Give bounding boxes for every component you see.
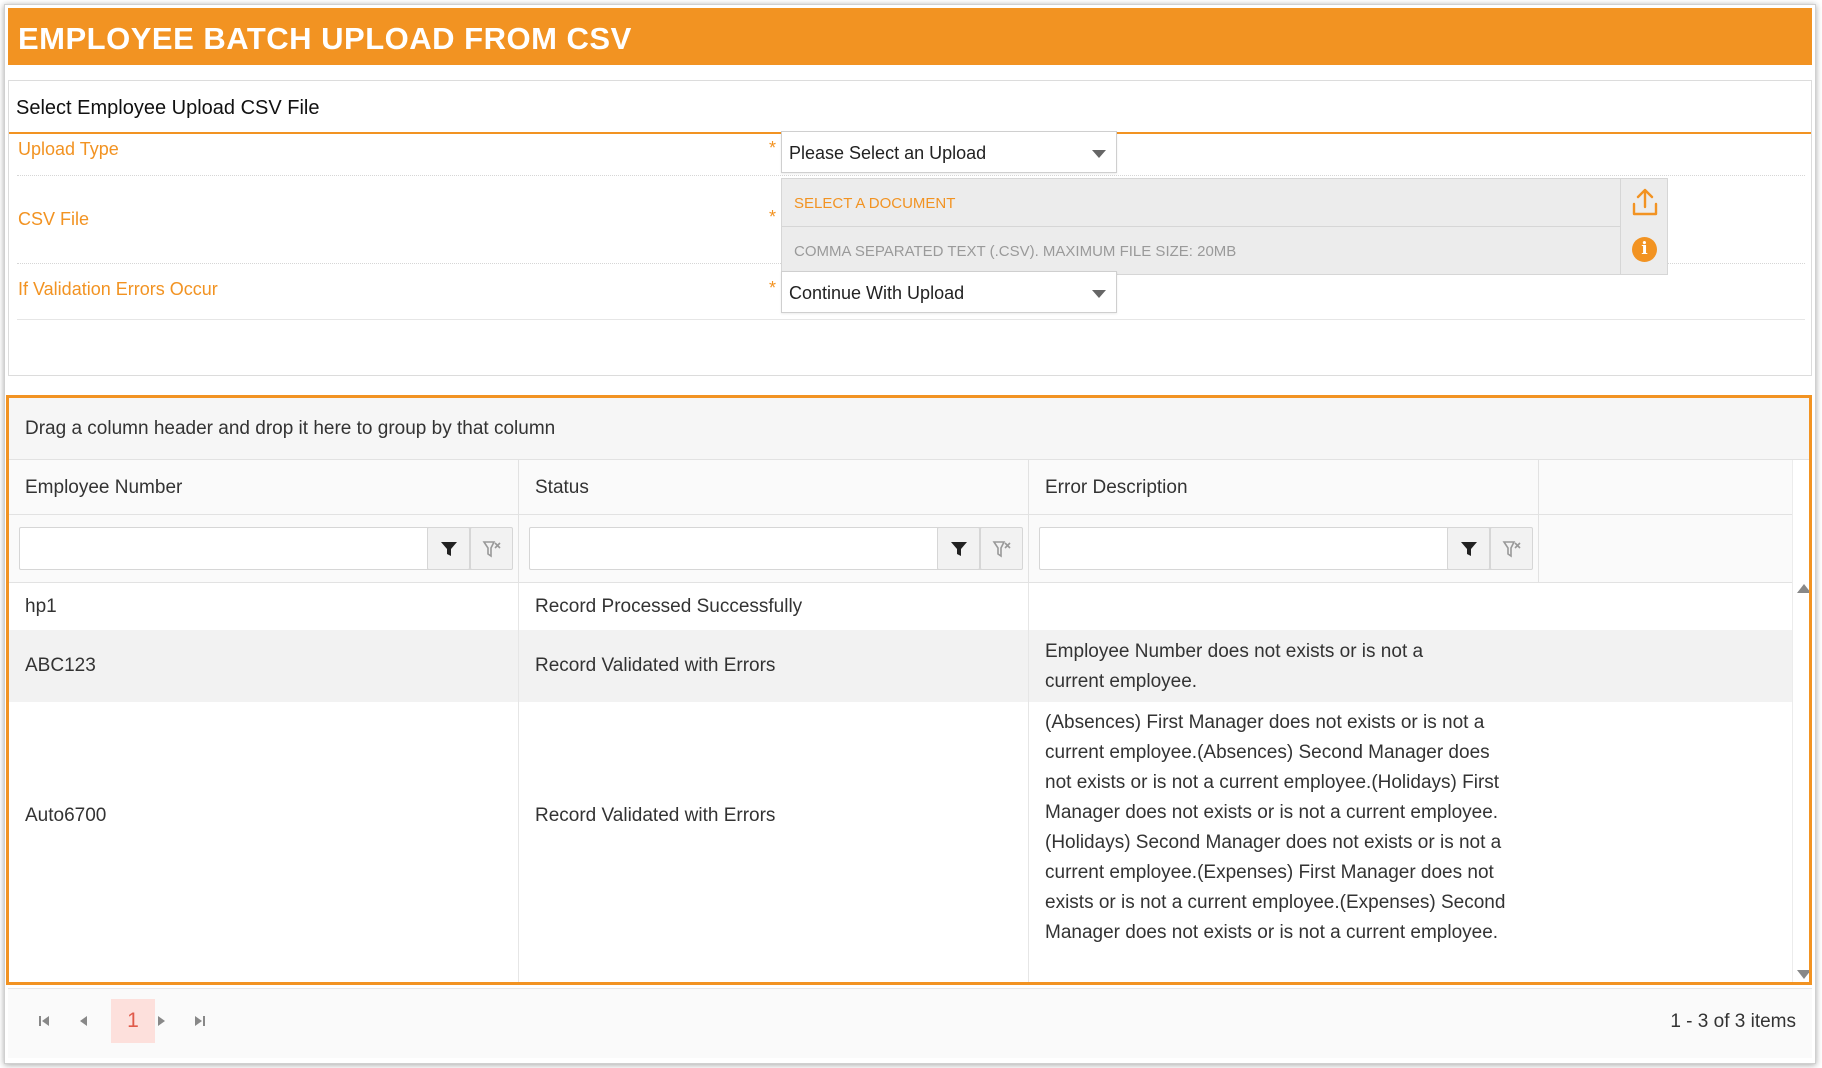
cell-status [519, 630, 1029, 702]
upload-type-select[interactable] [781, 131, 1117, 173]
upload-type-label: Upload Type [18, 139, 119, 159]
filter-icon [1459, 539, 1479, 559]
previous-page-button[interactable] [62, 999, 106, 1043]
cell-error [1029, 702, 1539, 985]
vertical-scrollbar[interactable] [1792, 460, 1812, 985]
cell-error [1029, 583, 1792, 630]
cell-employee-number [9, 702, 519, 985]
cell-text: Employee Number does not exists or is not a current employee. [1045, 641, 1424, 692]
next-page-button[interactable] [139, 999, 183, 1043]
clear-filter-button[interactable] [1490, 527, 1533, 570]
group-by-drop-area[interactable] [9, 398, 1809, 460]
filter-input-status[interactable] [529, 527, 997, 570]
upload-button-column [1620, 179, 1667, 274]
filter-input-employee-number[interactable] [19, 527, 487, 570]
column-header-error-description[interactable] [1029, 460, 1539, 515]
cell-text: (Absences) First Manager does not exists or is not a current employee.(Absences) Second Manager does not exists or is not a current employee.(Holidays) First Manager does not exists or is not a current employee.(Holidays) Second Manager does not exists or is not a current employee.(Expenses) First Manager does not exists or is not a current employee.(Expenses) Second Manager does not exists or is not a current employee. [1045, 712, 1506, 943]
select-document-area[interactable] [782, 179, 1620, 227]
filter-cell-status [519, 515, 1029, 583]
page-title: EMPLOYEE BATCH UPLOAD FROM CSV [18, 21, 632, 56]
cell-text: Record Validated with Errors [535, 655, 776, 676]
clear-filter-button[interactable] [470, 527, 513, 570]
filter-cell-employee-number [9, 515, 519, 583]
filter-button[interactable] [937, 527, 980, 570]
section-title: Select Employee Upload CSV File [16, 97, 320, 119]
chevron-right-icon [154, 1014, 168, 1028]
upload-icon[interactable] [1631, 187, 1659, 217]
first-page-button[interactable] [22, 999, 66, 1043]
cell-text: Auto6700 [25, 805, 107, 826]
filter-filler [1539, 515, 1792, 583]
clear-filter-button[interactable] [980, 527, 1023, 570]
pager-info: 1 - 3 of 3 items [1670, 1011, 1796, 1032]
cell-employee-number [9, 583, 519, 630]
table-row[interactable] [9, 702, 1792, 985]
results-grid [6, 395, 1812, 985]
validation-value: Continue With Upload [789, 283, 965, 303]
column-header-label: Status [535, 477, 589, 498]
table-row[interactable] [9, 630, 1792, 702]
cell-status [519, 702, 1029, 985]
current-page-button[interactable]: 1 [111, 999, 155, 1043]
file-upload-box[interactable] [781, 178, 1668, 275]
chevron-down-icon [1092, 290, 1106, 298]
filter-icon [949, 539, 969, 559]
upload-form-panel [8, 80, 1812, 376]
header-filler [1539, 460, 1812, 515]
chevron-down-icon [1092, 150, 1106, 158]
group-by-hint: Drag a column header and drop it here to group by that column [25, 418, 556, 439]
clear-filter-icon [482, 539, 502, 559]
chevron-left-icon [77, 1014, 91, 1028]
pager [8, 988, 1812, 1058]
cell-error [1029, 630, 1539, 702]
filter-input-error-description[interactable] [1039, 527, 1507, 570]
column-header-label: Employee Number [25, 477, 183, 498]
cell-employee-number [9, 630, 519, 702]
file-hint: COMMA SEPARATED TEXT (.CSV). MAXIMUM FILE SIZE: 20MB [794, 243, 1237, 260]
cell-status [519, 583, 1029, 630]
table-row[interactable] [9, 583, 1792, 630]
scroll-up-icon[interactable] [1797, 584, 1811, 593]
required-marker: * [769, 207, 777, 227]
required-marker: * [769, 138, 777, 158]
validation-select[interactable] [781, 271, 1117, 313]
title-bar [8, 8, 1812, 65]
cell-text: Record Validated with Errors [535, 805, 776, 826]
filter-cell-error-description [1029, 515, 1539, 583]
cell-text: hp1 [25, 596, 57, 617]
clear-filter-icon [1502, 539, 1522, 559]
first-page-icon [37, 1014, 51, 1028]
upload-type-value: Please Select an Upload [789, 143, 987, 163]
cell-text: Record Processed Successfully [535, 596, 803, 617]
column-header-status[interactable] [519, 460, 1029, 515]
scroll-down-icon[interactable] [1797, 970, 1811, 979]
select-document-label: SELECT A DOCUMENT [794, 195, 956, 212]
validation-label: If Validation Errors Occur [18, 279, 218, 299]
info-icon[interactable]: i [1632, 237, 1657, 262]
csv-file-label: CSV File [18, 209, 90, 229]
column-header-employee-number[interactable] [9, 460, 519, 515]
cell-text: ABC123 [25, 655, 96, 676]
filter-icon [439, 539, 459, 559]
clear-filter-icon [992, 539, 1012, 559]
column-header-label: Error Description [1045, 477, 1188, 498]
filter-button[interactable] [1447, 527, 1490, 570]
last-page-button[interactable] [178, 999, 222, 1043]
required-marker: * [769, 278, 777, 298]
section-header [9, 81, 1811, 134]
filter-button[interactable] [427, 527, 470, 570]
last-page-icon [193, 1014, 207, 1028]
